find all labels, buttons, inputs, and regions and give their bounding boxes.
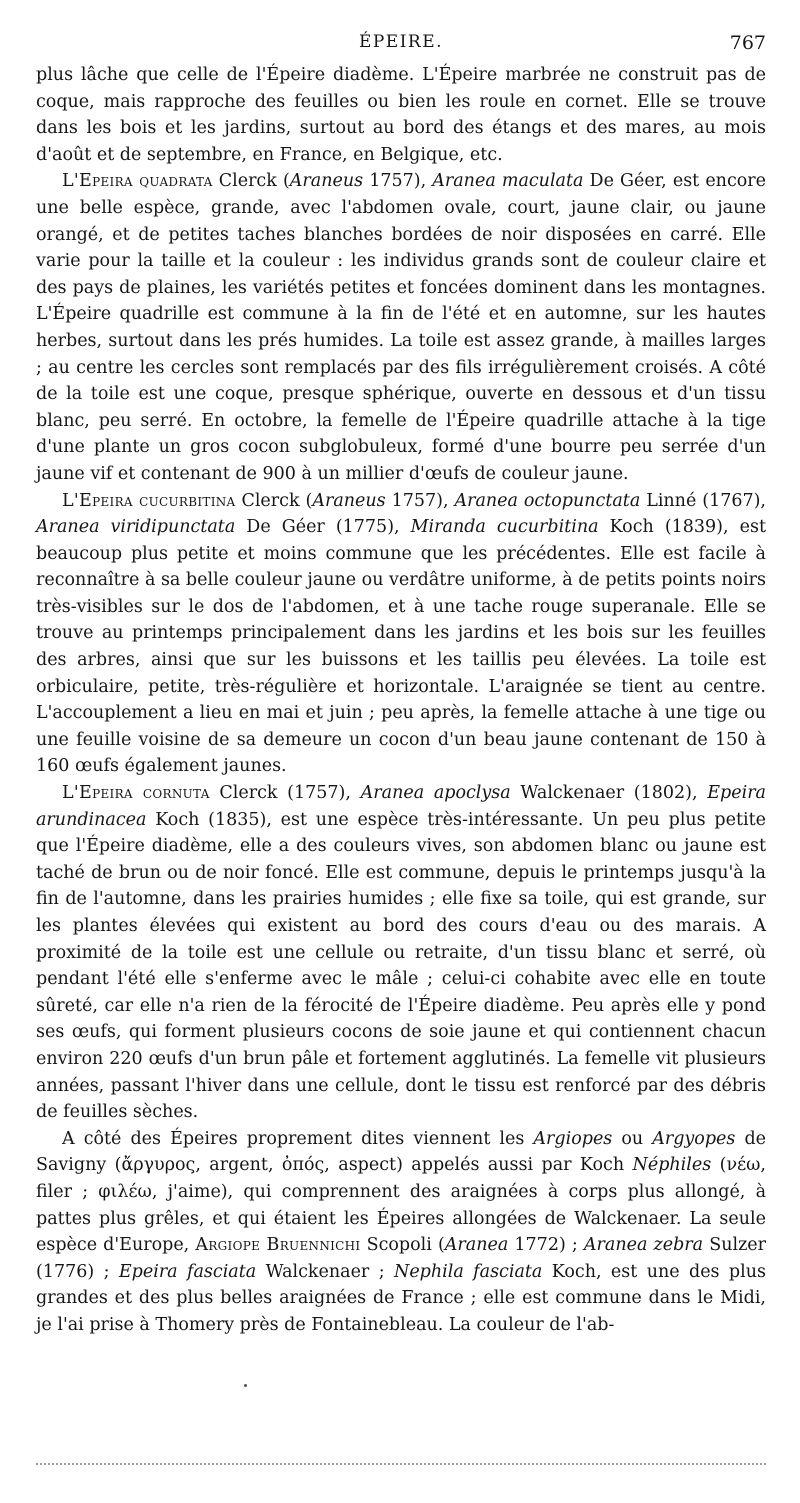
- epeira-quadrata-run: De Géer, est encore une belle espèce, grande, avec l'abdomen ovale, court, jaune clair, ou jaune orangé, et de petites taches blanches bordées de noir disposées en carré. Elle varie pour la taille et la couleur : les individus grands sont de couleur claire et des pays de plaines, les variétés petites et foncées dominent dans les montagnes. L'Épeire quadrille est commune à la fin de l'été et en automne, sur les hautes herbes, surtout dans les prés humides. La toile est assez grande, à mailles larges ; au centre les cercles sont remplacés par des fils irrégulièrement croisés. A côté de la toile est une coque, presque sphérique, ouverte en dessous et d'un tissu blanc, peu serré. En octobre, la femelle de l'Épeire quadrille attache à la tige d'une plante un gros cocon subglobuleux, formé d'une bourre peu serrée d'un jaune vif et contenant de 900 à un millier d'œufs de couleur jaune.: [36, 171, 767, 484]
- epeira-quadrata-run: Clerck (: [212, 171, 290, 192]
- paragraph-epeira-cornuta: [36, 780, 766, 1126]
- argiopes-run: A côté des Épeires proprement dites viennent les: [62, 1128, 534, 1149]
- epeira-cornuta-run: Clerck (1757),: [209, 783, 361, 804]
- epeira-quadrata-run: L'Epeira quadrata: [62, 171, 213, 192]
- epeira-cucurbitina-run: L'Epeira cucurbitina: [62, 490, 236, 511]
- argiopes-run: Sulzer (1776) ;: [36, 1235, 767, 1282]
- argiopes-run: (νέω, filer ; φιλέω, j'aime), qui comprennent des araignées à corps plus allongé, à pattes plus grêles, et qui étaient les Épeires allongées de Walckenaer. La seule espèce d'Europe,: [36, 1155, 766, 1256]
- continuation-run: plus lâche que celle de l'Épeire diadème. L'Épeire marbrée ne construit pas de coque, mais rapproche des feuilles ou bien les roule en cornet. Elle se trouve dans les bois et les jardins, surtout au bord des étangs et des mares, au mois d'août et de septembre, en France, en Belgique, etc.: [36, 65, 766, 165]
- argiopes-run: 1772) ;: [508, 1235, 584, 1256]
- epeira-cucurbitina-run: Aranea viridipunctata: [36, 517, 236, 538]
- epeira-cucurbitina-run: 1757),: [385, 490, 455, 511]
- argiopes-run: Argiopes: [533, 1128, 613, 1149]
- argiopes-run: Koch, est une des plus grandes et des plus belles araignées de France ; elle est commune dans le Midi, je l'ai prise à Thomery près de Fontainebleau. La couleur de l'ab-: [36, 1261, 766, 1335]
- epeira-cucurbitina-run: Miranda cucurbitina: [410, 517, 599, 538]
- epeira-cucurbitina-run: Koch (1839), est beaucoup plus petite et moins commune que les précédentes. Elle est facile à reconnaître à sa belle couleur jaune ou verdâtre uniforme, à de petits points noirs très-visibles sur le dos de l'abdomen, et à une tache rouge superanale. Elle se trouve au printemps principalement dans les jardins et les bois sur les feuilles des arbres, ainsi que sur les buissons et les taillis peu élevées. La toile est orbiculaire, petite, très-régulière et horizontale. L'araignée se tient au centre. L'accouplement a lieu en mai et juin ; peu après, la femelle attache à une tige ou une feuille voisine de sa demeure un cocon d'un beau jaune contenant de 150 à 160 œufs également jaunes.: [36, 517, 767, 777]
- epeira-quadrata-run: Aranea maculata: [432, 171, 584, 192]
- argiopes-run: Néphiles: [632, 1155, 712, 1176]
- argiopes-run: Nephila fasciata: [394, 1261, 543, 1282]
- stray-ink-dot: [244, 1384, 247, 1387]
- bottom-dotted-rule: [36, 1463, 766, 1465]
- paragraph-argiopes: [36, 1126, 766, 1339]
- argiopes-run: Epeira fasciata: [118, 1261, 257, 1282]
- argiopes-run: ou: [612, 1128, 653, 1149]
- epeira-cornuta-run: Walckenaer (1802),: [510, 783, 708, 804]
- paragraph-continuation: [36, 62, 766, 168]
- epeira-quadrata-run: 1757),: [363, 171, 433, 192]
- epeira-cornuta-run: Epeira arundinacea: [36, 783, 766, 830]
- epeira-cucurbitina-run: Linné (1767),: [640, 490, 766, 511]
- epeira-cornuta-run: Aranea apoclysa: [360, 783, 511, 804]
- argiopes-run: Aranea: [444, 1235, 509, 1256]
- argiopes-run: Argyopes: [652, 1128, 736, 1149]
- paragraph-epeira-cucurbitina: [36, 488, 766, 781]
- page-header: [36, 32, 766, 58]
- argiopes-run: de Savigny (ἄργυρος, argent, ὀπός, aspect) appelés aussi par Koch: [36, 1128, 767, 1176]
- argiopes-run: Aranea zebra: [583, 1235, 704, 1256]
- argiopes-run: Walckenaer ;: [256, 1261, 394, 1282]
- body-text: [36, 62, 766, 1339]
- page-number: 767: [729, 32, 766, 54]
- running-title: ÉPEIRE.: [358, 32, 444, 52]
- epeira-cucurbitina-run: Clerck (: [235, 490, 313, 511]
- epeira-cucurbitina-run: De Géer (1775),: [235, 517, 411, 538]
- epeira-cucurbitina-run: Aranea octopunctata: [454, 490, 641, 511]
- paragraph-epeira-quadrata: [36, 168, 766, 487]
- epeira-cornuta-run: Koch (1835), est une espèce très-intéressante. Un peu plus petite que l'Épeire diadème, elle a des couleurs vives, son abdomen blanc ou jaune est taché de brun ou de noir foncé. Elle est commune, depuis le printemps jusqu'à la fin de l'automne, dans les prairies humides ; elle fixe sa toile, qui est grande, sur les plantes élevées qui existent au bord des cours d'eau ou des marais. A proximité de la toile est une cellule ou retraite, d'un tissu blanc et serré, où pendant l'été elle s'enferme avec le mâle ; celui-ci cohabite avec elle en toute sûreté, car elle n'a rien de la férocité de l'Épeire diadème. Peu après elle y pond ses œufs, qui forment plusieurs cocons de soie jaune et qui contiennent chacun environ 220 œufs d'un brun pâle et fortement agglutinés. La femelle vit plusieurs années, passant l'hiver dans une cellule, dont le tissu est renforcé par des débris de feuilles sèches.: [36, 809, 766, 1123]
- epeira-cucurbitina-run: Araneus: [312, 490, 386, 511]
- epeira-quadrata-run: Araneus: [289, 171, 364, 192]
- epeira-cornuta-run: L'Epeira cornuta: [62, 783, 210, 804]
- argiopes-run: Scopoli (: [360, 1235, 445, 1256]
- argiopes-run: Argiope Bruennichi: [195, 1235, 361, 1256]
